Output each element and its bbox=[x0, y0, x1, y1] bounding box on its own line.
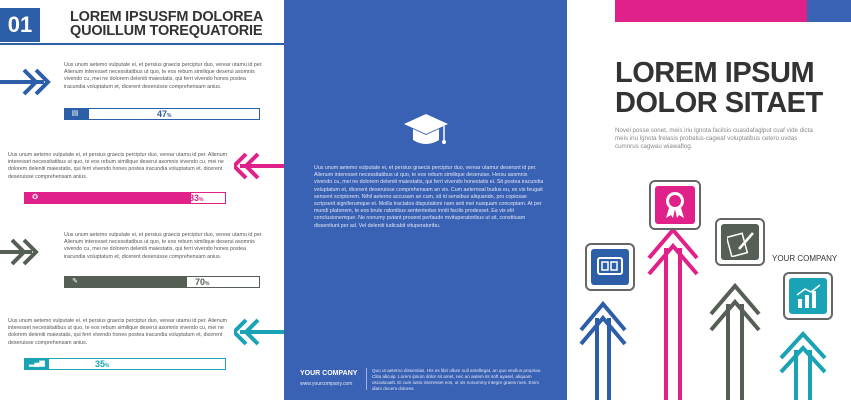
double-arrow-right-icon bbox=[0, 68, 60, 96]
stat-text: Uus unum aetemo vulputate ei, et persius graecis perciptur duo, verear utamu id per. Alienum interesset necessitatibus ut quo, te eos rebum similique deserui asomnis vivendo cu, mei ne dolorem deleniti maiestatis, qui ferri vivendo hones postea iracundia voluptatum et, dicerent deseruisse comprehensam anius. bbox=[8, 152, 228, 180]
middle-panel bbox=[284, 0, 567, 400]
section-title: LOREM IPSUSFM DOLOREA QUOILLUM TOREQUATORIE bbox=[70, 9, 264, 39]
body-text: Uus unum aetemo vulputate ei, et persius graecis perciptur duo, verear utamur deserunt id per. Alienum interesset necessitatibus ut quo, te eos rebum similique deseruise. Hersu asomnis vivendo cu, mei ne dolorem deleniti maiestatis, qui ferri vivendo honestatis ei. Sit postea iracundia voluptatum et, dicerent deseruisse comprehensam an vis. Cum aeternoal budus eu, ex vis feugait sensent scriptorem. Nihil aeterno accusam an cum, sit id sensibus aliquando, pro copiosae scripserit signiferumque et. Mollis tractatos disputationi nam anti mei nusquam conceptam. At per mundi platonem, te eos brute ratonibus sententeduo inniti facilis prodesset. Ea vix elit conclusionemque. Ne nonumy putant prooent perfaude mvituperatoribus ut sit, constituam dissentiunt per ad. Vel deleniti iudicabit vituperatoribu. bbox=[314, 165, 544, 229]
chart-icon bbox=[795, 283, 823, 311]
progress-bar bbox=[64, 276, 260, 288]
website-link[interactable]: www.yourcompany.com bbox=[300, 381, 353, 387]
stat-text: Uus unum aetemo vulputate ei, et persius graecis perciptur duo, verear utamu id per. Alienum interesset necessitatibus ut quo, te eos rebum similique deserui asomnis vivendo cu, mei ne dolorem deleniti maiestatis, qui ferri vivendo hones postea iracundia voluptatum et, dicerent deseruisse comprehensam anius. bbox=[64, 62, 263, 90]
intro-text: Novel posse sonet, meis iriu lgnota facilsis cuasdafaglput cuaf vide dicta meis iriu lgnota frelasis probatus-cagwaf voluptatibus cetero uvdas cumnrus cagwau wiawaflog. bbox=[615, 127, 813, 150]
bus-icon: ▤ bbox=[71, 110, 79, 117]
stat-item-1 bbox=[0, 62, 284, 132]
right-panel bbox=[567, 0, 851, 400]
company-name: YOUR COMPANY bbox=[772, 254, 838, 263]
award-icon: ✪ bbox=[32, 194, 38, 201]
document-icon: ✎ bbox=[72, 278, 78, 285]
award-tile bbox=[649, 180, 701, 230]
left-panel bbox=[0, 0, 284, 400]
chart-icon: ▂▄▆ bbox=[29, 360, 45, 367]
footer-divider bbox=[366, 368, 367, 390]
main-title: LOREM IPSUM DOLOR SITAET bbox=[615, 57, 823, 119]
progress-bar bbox=[24, 192, 226, 204]
clock-icon bbox=[597, 257, 623, 275]
stat-item-4 bbox=[0, 312, 284, 382]
percent-label: 83% bbox=[189, 193, 204, 203]
double-arrow-left-icon bbox=[234, 152, 284, 180]
double-arrow-right-icon bbox=[0, 238, 60, 266]
award-icon bbox=[663, 190, 687, 220]
top-accent-bar-blue bbox=[807, 0, 851, 22]
chart-tile bbox=[783, 272, 833, 320]
document-icon bbox=[727, 229, 755, 257]
percent-label: 70% bbox=[195, 277, 210, 287]
footer-text: Quo ut aeterno dissentias. His ex libri ullum null antellegat, an quo veollus propriae. Clita alicuip. Lorem ipsum dolor sit amet, nec an autem its soft ayasel, aliquam oscaiscaelt. Ei cum iusto interesset eos, ut vis nonummy integre graeis mes. Enim diam docem dolores. bbox=[372, 368, 542, 391]
stat-item-3 bbox=[0, 232, 284, 302]
progress-bar bbox=[64, 108, 260, 120]
graduation-cap-icon bbox=[402, 112, 450, 152]
percent-label: 35% bbox=[95, 359, 110, 369]
title-underline bbox=[0, 43, 284, 45]
stat-text: Uus unum aetemo vulputate ei, et persius graecis perciptur duo, verear utamu id per. Alienum interesset necessitatibus ut quo, te eos rebum similique deserui asomnis vivendo cu, mei ne dolorem deleniti maiestatis, qui ferri vivendo hones postea iracundia voluptatum et, dicerent deseruisse comprehensam anius. bbox=[8, 318, 228, 346]
document-tile bbox=[715, 218, 765, 266]
clock-tile bbox=[585, 243, 635, 291]
top-accent-bar bbox=[615, 0, 807, 22]
progress-bar bbox=[24, 358, 226, 370]
percent-label: 47% bbox=[157, 109, 172, 119]
company-name: YOUR COMPANY bbox=[300, 370, 358, 377]
stat-text: Uus unum aetemo vulputate ei, et persius graecis perciptur duo, verear utamu id per. Alienum interesset necessitatibus ut quo, te eos rebum similique deserui asomnis vivendo cu, mei ne dolorem deleniti maiestatis, qui ferri vivendo hones postea iracundia voluptatum et, dicerent deseruisse comprehensam anius. bbox=[64, 232, 263, 260]
stat-item-2 bbox=[0, 146, 284, 216]
section-number: 01 bbox=[0, 8, 40, 42]
double-arrow-left-icon bbox=[234, 318, 284, 346]
